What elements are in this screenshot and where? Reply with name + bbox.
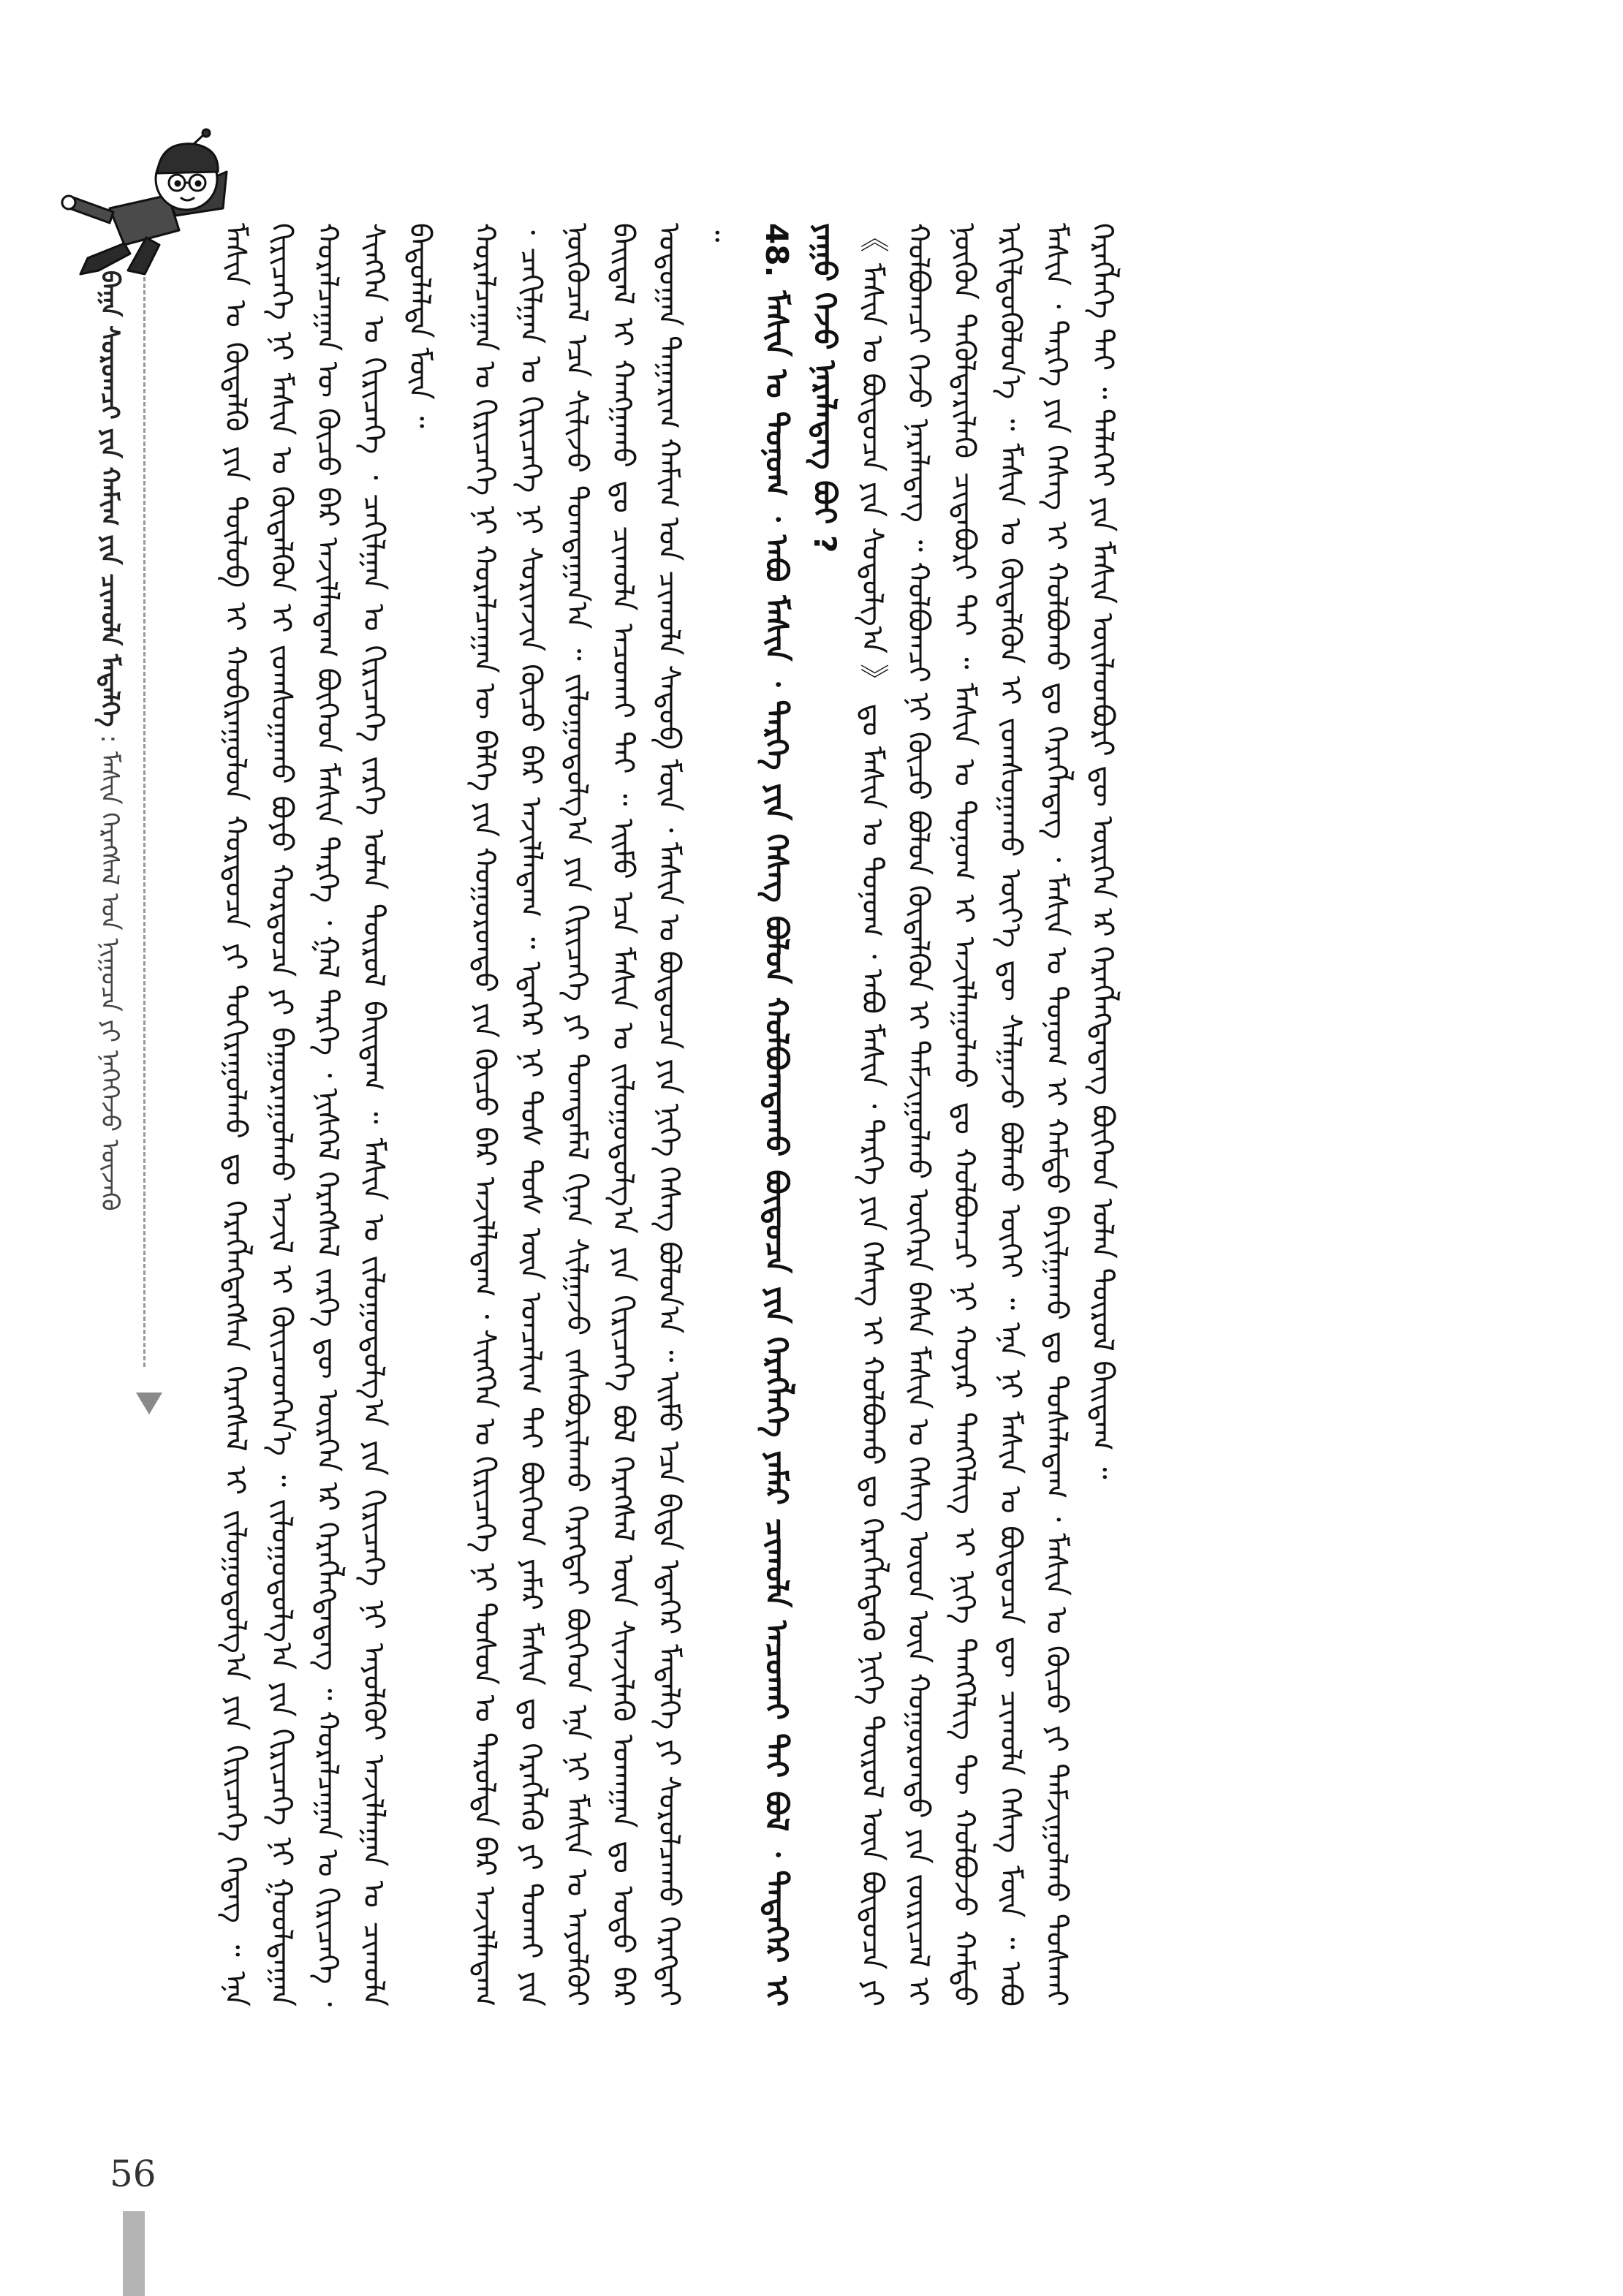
book-title: ᠮᠠᠰᠢᠨ ᠬᠡᠷᠡᠭᠰᠡᠯ ᠤᠨ ᠨᠢᠭᠤᠴᠠ ᠶᠢ ᠨᠡᠭᠡᠭᠡᠵᠦ ᠦᠵᠡᠬᠦ bbox=[95, 751, 124, 1211]
question-text: ᠮᠠᠰᠢᠨ ᠤ ᠲᠣᠨᠣᠭ ᠂ ᠠᠪᠤ ᠮᠠᠰᠢᠨ ᠂ ᠲᠡᠷᠭᠡ ᠶᠢᠨ ᠬᠡᠰᠡᠭ ᠪᠣᠯᠤᠨ ᠬᠣᠯᠪᠣᠭᠳᠠᠬᠤ ᠪᠦᠲᠦᠴᠡ ᠶᠢᠨ ᠬᠡᠷᠡᠭᠯᠡᠭᠡ ᠶᠠᠮᠠᠷ ᠴᠢᠬᠤᠯᠠ ᠠᠴᠤᠬᠠᠢ ᠲᠠᠢ ᠪᠣᠯ ᠂ ᠲᠡᠳᠡᠭᠡᠷ ᠢ ᠶᠠᠭᠤ ᠭᠡᠵᠦ ᠨᠡᠷᠡᠯᠡᠳᠡᠭ ᠪᠤᠢ ? bbox=[759, 223, 843, 2007]
header-arrow-icon bbox=[136, 1393, 162, 1414]
mascot-boy-illustration bbox=[58, 128, 234, 281]
running-header bbox=[88, 270, 132, 1367]
header-separator: : bbox=[95, 735, 124, 751]
page-number: 56 bbox=[110, 2153, 156, 2195]
body-text-columns bbox=[212, 223, 1331, 2007]
paragraph-1: ᠮᠠᠰᠢᠨ ᠤ ᠬᠦᠳᠡᠯᠬᠦ ᠶᠢᠨ ᠲᠥᠯᠥᠪ ᠢ ᠬᠤᠪᠢᠷᠠᠭᠤᠯᠤᠨ ᠬᠤᠷᠳᠤᠴᠠ ᠶᠢ ᠲᠤᠬᠢᠷᠠᠭᠤᠯᠬᠤ ᠳᠤ ᠬᠡᠷᠡᠭᠯᠡᠭᠳᠡᠭᠰᠡᠨ ᠬᠡᠷᠡᠭᠰᠡᠯ ᠢ ᠵᠢᠯᠤᠭᠤᠳᠤᠯᠭ᠎ᠠ ᠶᠢᠨ ᠬᠢᠷᠢᠴᠡᠭᠡ ᠭᠡᠳᠡᠭ ᠃ ᠡᠨᠡ ᠬᠢᠷᠢᠴᠡᠭᠡ ᠨᠢ ᠮᠠᠰᠢᠨ ᠤ ᠬᠦᠳᠡᠯᠬᠦᠨ ᠢ ᠵᠣᠭᠰᠣᠭᠠᠬᠤ ᠪᠤᠶᠤ ᠬᠤᠷᠳᠤᠴᠠ ᠶᠢ ᠪᠠᠭᠤᠷᠠᠭᠤᠯᠬᠤ ᠠᠵᠢᠯ ᠢ ᠭᠦᠢᠴᠡᠳᠭᠡᠨ᠎ᠡ ᠃ ᠵᠢᠯᠤᠭᠤᠳᠤᠯᠭ᠎ᠠ ᠶᠢᠨ ᠬᠢᠷᠢᠴᠡᠭᠡ ᠨᠢ ᠭᠣᠣᠯᠳᠠᠭᠠᠨ ᠬᠤᠷᠠᠯᠴᠠᠭᠠᠨ ᠦ ᠬᠦᠴᠦ ᠪᠡᠷ ᠠᠵᠢᠯᠯᠠᠳᠠᠭ ᠪᠥᠭᠡᠳ ᠮᠠᠰᠢᠨ ᠲᠡᠷᠭᠡ ᠂ ᠭᠠᠯ ᠲᠡᠷᠭᠡ ᠂ ᠨᠢᠰᠬᠡᠯ ᠬᠡᠷᠡᠭᠰᠡᠯ ᠵᠡᠷᠭᠡ ᠳᠦ ᠥᠷᠭᠡᠨ ᠡᠷ ᠬᠡᠷᠡᠭᠯᠡᠭᠳᠡᠳᠡᠭ ᠃ ᠬᠤᠷᠠᠯᠴᠠᠭᠠᠨ ᠤ ᠬᠢᠷᠢᠴᠡᠭᠡ ᠂ ᠰᠢᠩᠭᠡᠨ ᠤ ᠬᠢᠷᠢᠴᠡᠭᠡ ᠂ ᠴᠠᠬᠢᠯᠭᠠᠨ ᠤ ᠬᠢᠷᠢᠴᠡᠭᠡ ᠵᠡᠷᠭᠡ ᠣᠯᠠᠨ ᠲᠥᠷᠥᠯ ᠪᠠᠢᠳᠠᠭ ᠃ ᠮᠠᠰᠢᠨ ᠤ ᠵᠢᠯᠤᠭᠤᠳᠤᠯᠭ᠎ᠠ ᠶᠢᠨ ᠬᠢᠷᠢᠴᠡᠭᠡ ᠨᠢ ᠠᠶᠤᠯᠭᠦᠢ ᠠᠵᠢᠯᠯᠠᠭᠠᠨ ᠤ ᠴᠢᠬᠤᠯᠠ ᠪᠠᠲᠤᠯᠠᠯᠲᠠ ᠮᠥᠨ ᠃ bbox=[219, 223, 436, 2007]
paragraph-3: 《 ᠮᠠᠰᠢᠨ ᠤ ᠪᠦᠲᠦᠴᠡ ᠶᠢᠨ ᠰᠤᠳᠤᠯᠭ᠎ᠠ 》 ᠳᠤ ᠮᠠᠰᠢᠨ ᠤ ᠲᠣᠨᠣᠭ ᠂ ᠠᠪᠤ ᠮᠠᠰᠢᠨ ᠂ ᠲᠡᠷᠭᠡ ᠶᠢᠨ ᠬᠡᠰᠡᠭ ᠢ ᠬᠣᠯᠪᠣᠬᠤ ᠳᠤ ᠬᠡᠷᠡᠭᠯᠡᠭᠳᠡᠬᠦ ᠨᠢᠭᠡ ᠲᠥᠷᠥᠯ ᠦᠨ ᠪᠦᠲᠦᠴᠡ ᠶᠢ ᠬᠣᠯᠪᠣᠭᠴᠢ ᠭᠡᠵᠦ ᠨᠡᠷᠡᠯᠡᠳᠡᠭ ᠃ ᠬᠣᠯᠪᠣᠭᠴᠢ ᠨᠢ ᠬᠦᠴᠦ ᠪᠣᠯᠤᠨ ᠬᠦᠳᠡᠯᠬᠦᠨ ᠢ ᠳᠠᠮᠵᠢᠭᠤᠯᠬᠤ ᠥᠭᠡᠷᠡ ᠪᠠᠰᠠ ᠮᠠᠰᠢᠨ ᠤ ᠬᠡᠰᠡᠭ ᠦᠳ ᠦᠨ ᠬᠣᠭᠣᠷᠣᠨᠳᠤ ᠶᠢᠨ ᠵᠥᠷᠢᠴᠡᠯ ᠢ ᠨᠥᠬᠥᠨ ᠲᠡᠭᠦᠯᠳᠡᠷᠢᠯᠡᠬᠦ ᠴᠢᠳᠠᠪᠤᠷᠢ ᠲᠠᠢ ᠃ ᠮᠠᠰᠢᠨ ᠤ ᠲᠣᠨᠣᠭ ᠢ ᠠᠵᠢᠯᠯᠠᠭᠤᠯᠬᠤ ᠳᠤ ᠬᠣᠯᠪᠣᠭᠴᠢ ᠨᠢ ᠬᠣᠶᠠᠷ ᠲᠡᠩᠭᠡᠯᠢᠭ ᠢ ᠨᠢᠭᠡ ᠲᠡᠩᠭᠡᠯᠢᠭ ᠲᠦ ᠬᠣᠯᠪᠣᠵᠤ ᠬᠠᠮᠲᠤ ᠡᠷᠭᠢᠯᠳᠦᠭᠦᠯᠦᠨ᠎ᠡ ᠃ ᠮᠠᠰᠢᠨ ᠤ ᠬᠦᠳᠡᠯᠬᠦᠨ ᠢ ᠵᠣᠭᠰᠣᠭᠠᠬᠤ ᠦᠶ᠎ᠡ ᠳᠦ ᠰᠠᠯᠭᠠᠵᠤ ᠪᠣᠯᠬᠤ ᠦᠭᠡᠢ ᠃ ᠡᠨᠡ ᠨᠢ ᠮᠠᠰᠢᠨ ᠤ ᠪᠦᠲᠦᠴᠡ ᠳᠦ ᠴᠢᠬᠤᠯᠠ ᠬᠡᠰᠡᠭ ᠮᠥᠨ ᠃ ᠠᠪᠤ ᠮᠠᠰᠢᠨ ᠂ ᠲᠡᠷᠭᠡ ᠶᠢᠨ ᠬᠡᠰᠡᠭ ᠢ ᠬᠣᠯᠪᠣᠬᠤ ᠳᠤ ᠬᠡᠷᠡᠭᠯᠡᠳᠡᠭ ᠂ ᠮᠠᠰᠢᠨ ᠤ ᠲᠣᠨᠣᠭ ᠢ ᠬᠠᠮᠲᠤ ᠪᠠᠶᠢᠯᠭᠠᠬᠤ ᠳᠤ ᠲᠤᠰᠠᠯᠠᠳᠠᠭ ᠂ ᠮᠠᠰᠢᠨ ᠤ ᠬᠦᠴᠦ ᠶᠢ ᠳᠠᠮᠵᠢᠭᠤᠯᠬᠤ ᠲᠤᠰᠬᠠᠢ ᠬᠡᠷᠡᠭᠯᠡᠭᠡ ᠲᠠᠢ ᠃ ᠳᠡᠯᠡᠬᠡᠢ ᠶᠢᠨ ᠮᠠᠰᠢᠨ ᠦᠢᠯᠡᠳᠪᠦᠷᠢ ᠳᠦ ᠥᠷᠭᠡᠨ ᠡᠷ ᠬᠡᠷᠡᠭᠯᠡᠭᠳᠡᠳᠡᠭ ᠪᠥᠭᠡᠳ ᠣᠯᠠᠨ ᠲᠥᠷᠥᠯ ᠪᠠᠢᠳᠠᠭ ᠃ bbox=[855, 223, 1119, 2007]
question-number: 48. bbox=[759, 223, 795, 278]
header-dashed-rule bbox=[143, 270, 145, 1367]
series-title: ᠪᠠᠭᠠ ᠰᠤᠷᠤᠭᠴᠢ ᠶᠢᠨ ᠬᠠᠮᠢᠭ ᠶᠢᠨ ᠴᠢᠬᠤᠯᠠ ᠮᠡᠳᠡᠯᠭᠡ bbox=[95, 270, 124, 727]
question-heading bbox=[752, 223, 849, 2007]
running-header-text bbox=[88, 270, 132, 1211]
page-edge-bar bbox=[123, 2211, 145, 2296]
paragraph-2: ᠬᠤᠷᠠᠯᠴᠠᠭᠠᠨ ᠤ ᠬᠢᠷᠢᠴᠡᠭᠡ ᠨᠢ ᠬᠤᠷᠠᠯᠴᠠᠭᠠᠨ ᠦ ᠪᠡᠯᠭᠡ ᠶᠢᠨ ᠬᠣᠭᠣᠷᠣᠨᠳᠤ ᠶᠢᠨ ᠬᠦᠴᠦ ᠪᠡᠷ ᠠᠵᠢᠯᠯᠠᠳᠠᠭ ᠂ ᠰᠢᠩᠭᠡᠨ ᠤ ᠬᠢᠷᠢᠴᠡᠭᠡ ᠨᠢ ᠲᠣᠰᠤᠨ ᠤ ᠳᠠᠷᠤᠯᠲᠠ ᠪᠡᠷ ᠠᠵᠢᠯᠯᠠᠳᠠᠭ ᠂ ᠴᠠᠬᠢᠯᠭᠠᠨ ᠤ ᠬᠢᠷᠢᠴᠡᠭᠡ ᠨᠢ ᠰᠣᠷᠢᠨᠵᠢᠨ ᠬᠦᠴᠦ ᠪᠡᠷ ᠠᠵᠢᠯᠯᠠᠳᠠᠭ ᠃ ᠡᠳᠡᠭᠡᠷ ᠨᠢ ᠲᠤᠰ ᠲᠤᠰ ᠦᠨ ᠣᠨᠴᠠᠯᠢᠭ ᠲᠠᠢ ᠪᠥᠭᠡᠳ ᠶᠠᠮᠠᠷ ᠮᠠᠰᠢᠨ ᠳᠤ ᠬᠡᠷᠡᠭᠯᠡᠬᠦ ᠶᠢ ᠲᠤᠬᠠᠢ ᠶᠢᠨ ᠨᠥᠬᠥᠴᠡᠯ ᠡᠴᠡ ᠰᠢᠯᠢᠵᠤ ᠲᠣᠭᠲᠠᠭᠠᠨ᠎ᠠ ᠃ ᠵᠢᠯᠤᠭᠤᠳᠤᠯᠭ᠎ᠠ ᠶᠢᠨ ᠬᠢᠷᠢᠴᠡᠭᠡ ᠶᠢ ᠲᠣᠭᠲᠠᠮᠠᠯ ᠬᠢᠨᠠᠨ ᠰᠢᠯᠭᠠᠵᠤ ᠵᠠᠰᠠᠪᠤᠷᠢᠯᠠᠬᠤ ᠬᠡᠷᠡᠭᠲᠡᠢ ᠪᠥᠭᠡᠳ ᠡᠨᠡ ᠨᠢ ᠮᠠᠰᠢᠨ ᠤ ᠠᠶᠤᠯᠭᠦᠢ ᠪᠠᠢᠳᠠᠯ ᠢ ᠬᠠᠩᠭᠠᠬᠤ ᠳᠤ ᠴᠢᠬᠤᠯᠠ ᠠᠴᠤᠬᠠᠢ ᠲᠠᠢ ᠃ ᠡᠢᠮᠦ ᠡᠴᠡ ᠮᠠᠰᠢᠨ ᠤ ᠵᠢᠯᠤᠭᠤᠳᠤᠯᠭ᠎ᠠ ᠶᠢᠨ ᠬᠢᠷᠢᠴᠡᠭᠡ ᠪᠣᠯ ᠬᠡᠷᠡᠭᠰᠡᠯ ᠦᠨ ᠰᠢᠨᠵᠢᠯᠡᠬᠦ ᠤᠬᠠᠭᠠᠨ ᠳᠤ ᠣᠳᠣ ᠪᠠᠷ ᠤᠳᠤᠭᠠᠨ ᠳᠠᠭᠠᠷᠢᠭ ᠬᠠᠮᠢᠭ ᠤᠨ ᠴᠢᠬᠤᠯᠠ ᠰᠡᠳᠦᠪ ᠮᠥᠨ ᠂ ᠮᠠᠰᠢᠨ ᠤ ᠪᠦᠲᠦᠴᠡ ᠶᠢᠨ ᠨᠢᠭᠡ ᠬᠡᠰᠡᠭ ᠪᠣᠯᠤᠨ᠎ᠠ ᠃ ᠡᠢᠮᠦ ᠡᠴᠡ ᠪᠢᠳᠡ ᠡᠳᠡᠭᠡᠷ ᠮᠡᠳᠡᠯᠭᠡ ᠶᠢ ᠰᠤᠷᠤᠯᠴᠠᠬᠤ ᠬᠡᠷᠡᠭᠲᠡᠢ ᠃ bbox=[468, 223, 732, 2007]
